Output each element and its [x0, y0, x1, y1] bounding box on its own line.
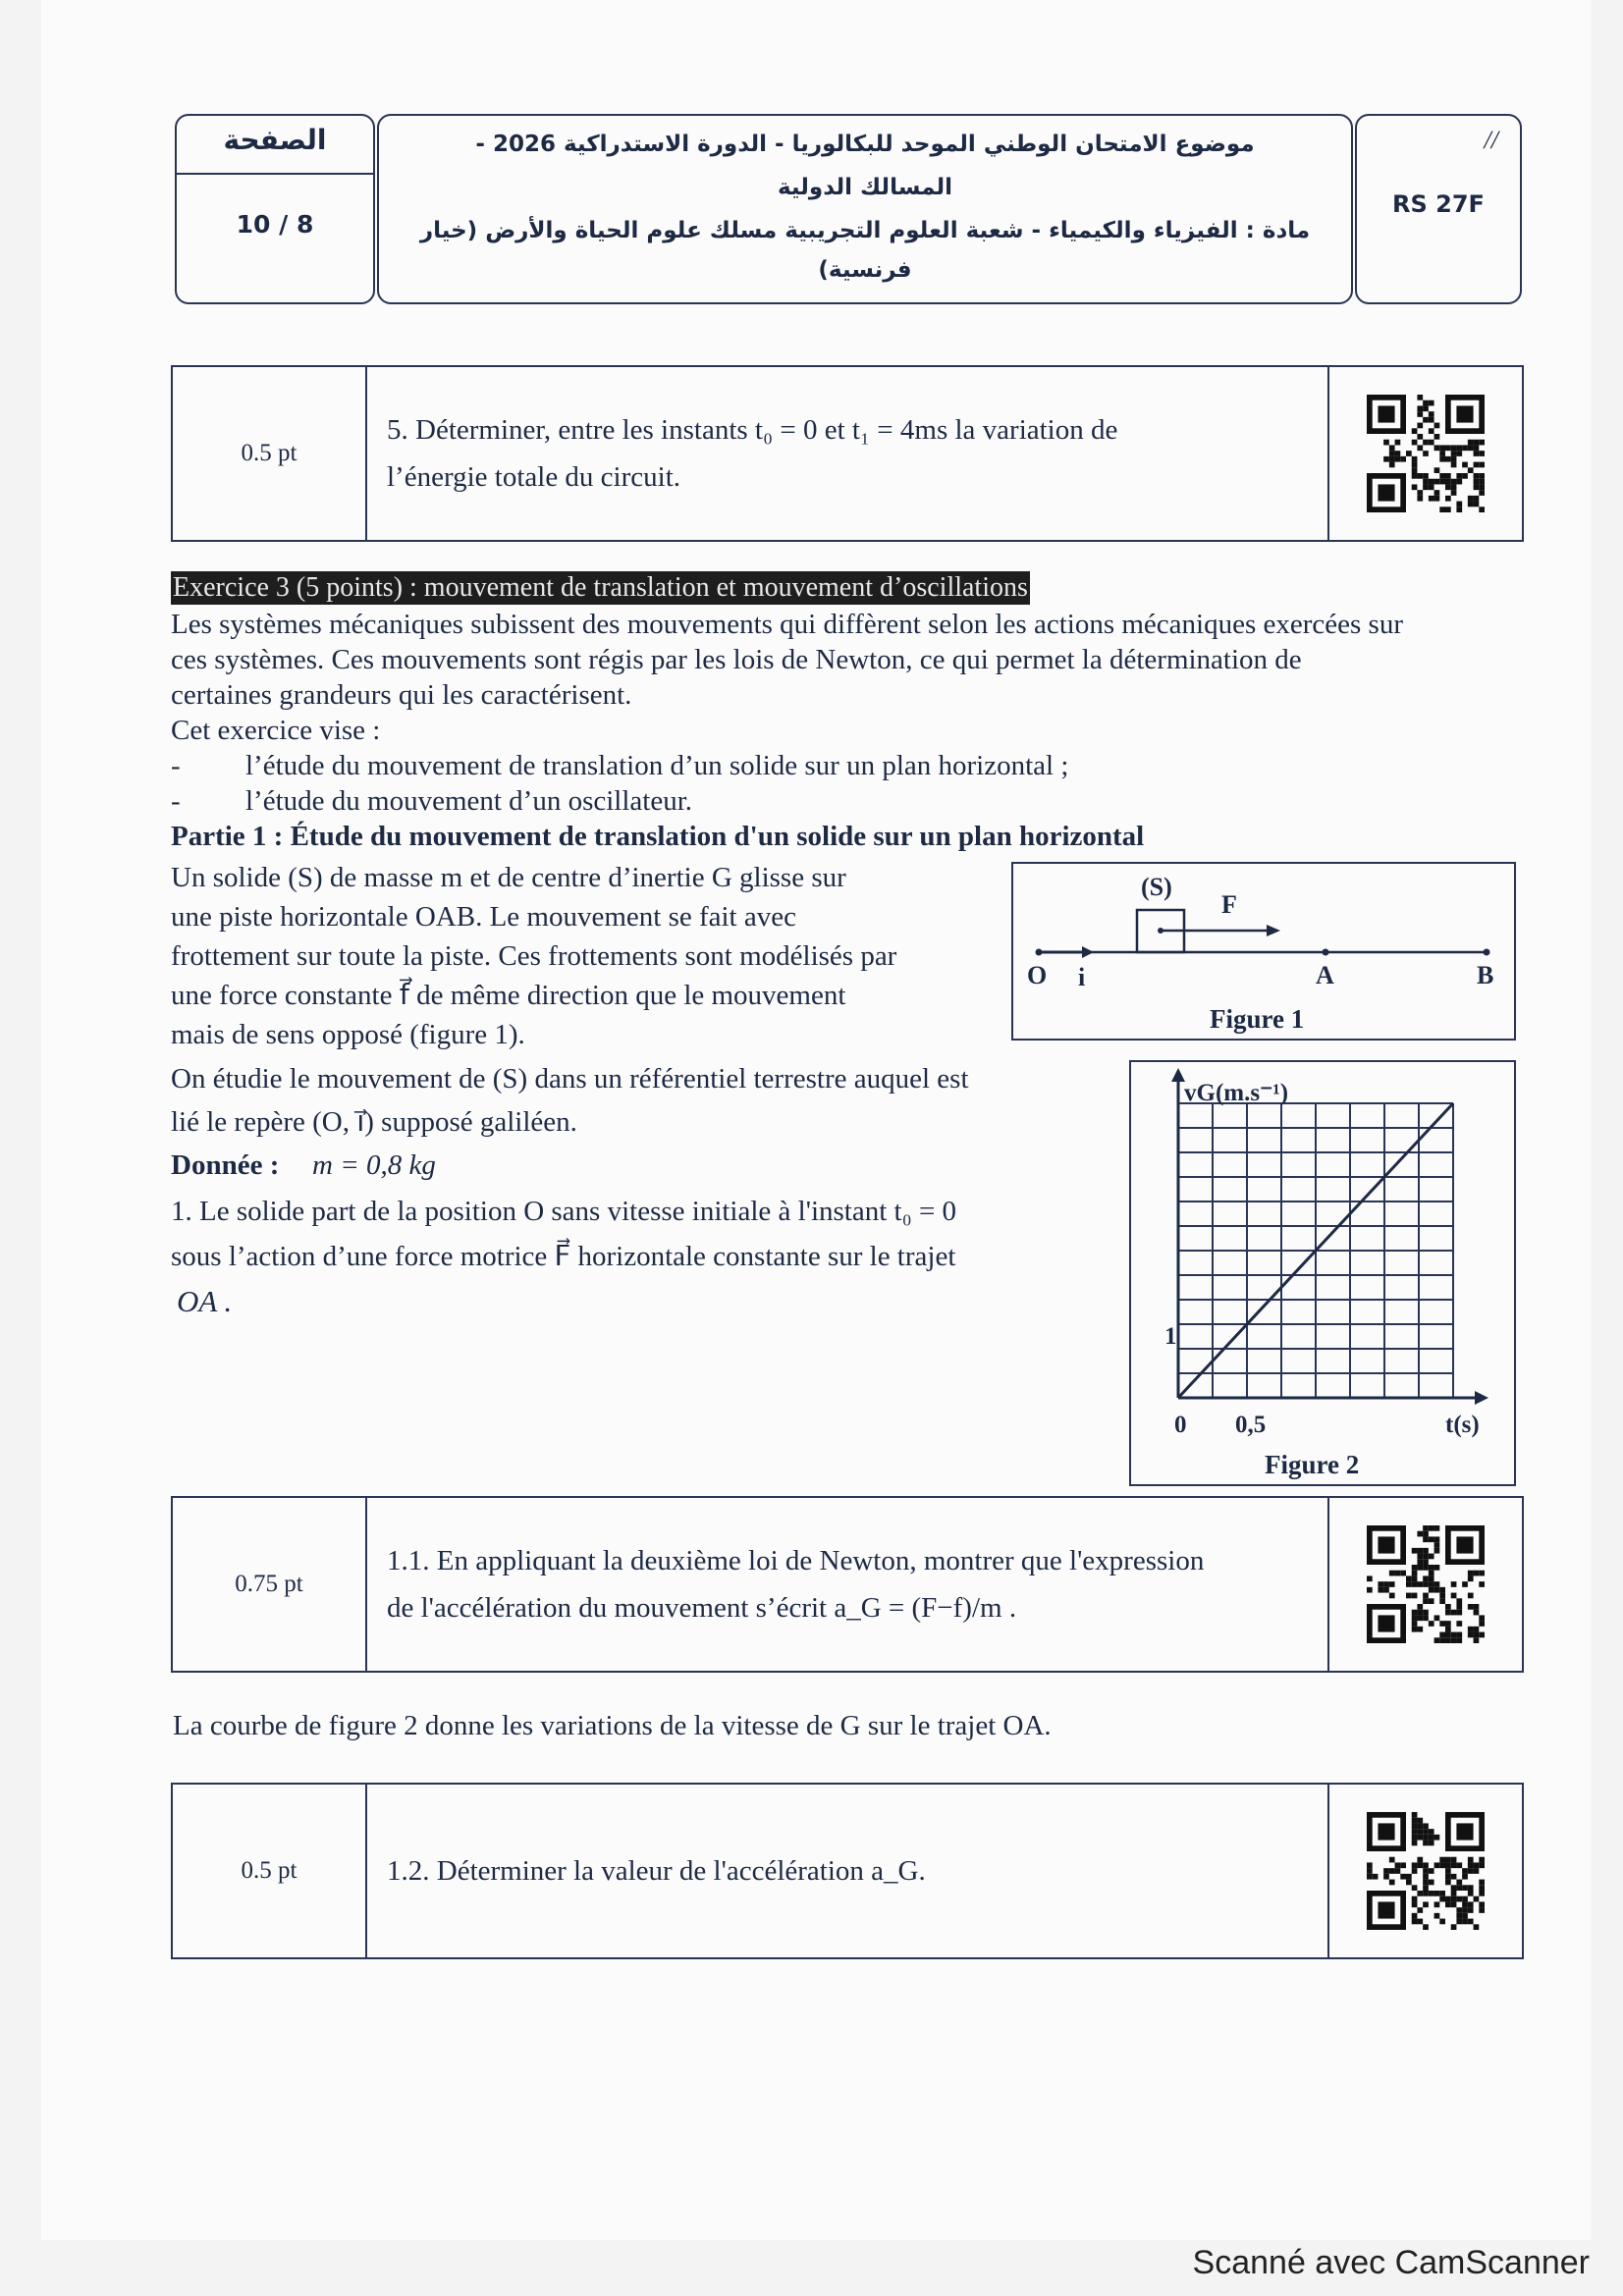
chart-ylabel: vG(m.s⁻¹) [1184, 1080, 1289, 1106]
para-line-2: une piste horizontale OAB. Le mouvement se fait avec [171, 901, 796, 933]
question-1-line-2: sous l’action d’une force motrice F⃗ horizontale constante sur le trajet [171, 1241, 956, 1272]
question-1-1-line-2: de l'accélération du mouvement s’écrit a_G = (F−f)/m . [387, 1592, 1017, 1624]
qr-cell [1327, 1785, 1522, 1957]
intro-line-2: ces systèmes. Ces mouvements sont régis par les lois de Newton, ce qui permet la détermination de [171, 644, 1302, 675]
solid-label: (S) [1141, 873, 1172, 901]
bullet-mark-1: - [171, 750, 181, 781]
footer-watermark: Scanné avec CamScanner [1192, 2244, 1590, 2281]
para-line-4: une force constante f⃗ de même direction que le mouvement [171, 980, 846, 1011]
force-label: F⃗ [1221, 890, 1258, 919]
para-line-1: Un solide (S) de masse m et de centre d’inertie G glisse sur [171, 862, 846, 893]
figure-2-sentence: La courbe de figure 2 donne les variations de la vitesse de G sur le trajet OA. [173, 1710, 1052, 1741]
page-number-box [175, 114, 375, 304]
title-line-3: مادة : الفيزياء والكيمياء - شعبة العلوم التجريبية مسلك علوم الحياة والأرض (خيار [419, 218, 1311, 243]
x-axis-arrow-icon [1475, 1391, 1488, 1405]
para-line-5: mais de sens opposé (figure 1). [171, 1019, 525, 1050]
point-b-label: B [1477, 961, 1494, 989]
para-line-7: lié le repère (O, i⃗) supposé galiléen. [171, 1106, 577, 1138]
donnee-value: m = 0,8 kg [312, 1149, 436, 1181]
chart-xtick-05: 0,5 [1235, 1412, 1267, 1438]
aim-line: Cet exercice vise : [171, 715, 381, 746]
title-line-4: فرنسية) [818, 257, 912, 283]
exam-title-box [377, 114, 1353, 304]
donnee-label: Donnée : [171, 1149, 280, 1181]
figure-2 [1129, 1060, 1516, 1486]
para-line-6: On étudie le mouvement de (S) dans un référentiel terrestre auquel est [171, 1063, 969, 1095]
question-1-2-line-1: 1.2. Déterminer la valeur de l'accélération a_G. [387, 1855, 926, 1887]
unit-vector-label: i⃗ [1078, 963, 1106, 991]
chart-ytick-1: 1 [1164, 1323, 1177, 1350]
qr-code-icon [1367, 395, 1485, 512]
points-cell: 0.75 pt [173, 1498, 367, 1671]
question-5-line-2: l’énergie totale du circuit. [387, 461, 681, 493]
points-cell: 0.5 pt [173, 367, 367, 540]
bullet-item-1: l’étude du mouvement de translation d’un solide sur un plan horizontal ; [245, 750, 1069, 781]
bullet-item-2: l’étude du mouvement d’un oscillateur. [245, 785, 693, 817]
question-cell [387, 1498, 1308, 1671]
question-5-row [171, 365, 1524, 542]
exam-code: RS 27F [1392, 190, 1485, 218]
points-cell: 0.5 pt [173, 1785, 367, 1957]
exam-code-box [1355, 114, 1522, 304]
question-1-line-3: OA . [177, 1284, 233, 1318]
question-1-1-line-1: 1.1. En appliquant la deuxième loi de Newton, montrer que l'expression [387, 1545, 1205, 1576]
point-a-label: A [1316, 961, 1334, 989]
question-5-line-1: 5. Déterminer, entre les instants t₀ = 0 et t₁ = 4ms la variation de [387, 414, 1118, 446]
question-cell [387, 1785, 1308, 1957]
question-1-1-row [171, 1496, 1524, 1673]
qr-code-icon [1367, 1525, 1485, 1643]
question-cell [387, 367, 1308, 540]
point-o-label: O [1027, 961, 1048, 989]
qr-cell [1327, 1498, 1522, 1671]
intro-line-1: Les systèmes mécaniques subissent des mouvements qui diffèrent selon les actions mécaniques exercées sur [171, 609, 1403, 640]
intro-line-3: certaines grandeurs qui les caractérisent. [171, 679, 632, 711]
question-1-2-row [171, 1783, 1524, 1959]
chart-xlabel: t(s) [1445, 1412, 1480, 1438]
figure-1-caption: Figure 1 [1210, 1004, 1305, 1034]
page-label: الصفحة [223, 124, 327, 156]
exercise-heading: Exercice 3 (5 points) : mouvement de translation et mouvement d’oscillations [173, 572, 1028, 603]
figure-1 [1011, 862, 1516, 1041]
part-1-title: Partie 1 : Étude du mouvement de translation d'un solide sur un plan horizontal [171, 821, 1145, 852]
corner-mark: // [1484, 126, 1498, 154]
chart-origin: 0 [1174, 1412, 1187, 1438]
qr-cell [1327, 367, 1522, 540]
y-axis-arrow-icon [1171, 1068, 1185, 1082]
page-number: 10 / 8 [236, 210, 314, 239]
bullet-mark-2: - [171, 785, 181, 817]
para-line-3: frottement sur toute la piste. Ces frottements sont modélisés par [171, 940, 897, 972]
question-1-line-1: 1. Le solide part de la position O sans vitesse initiale à l'instant t₀ = 0 [171, 1196, 957, 1227]
figure-2-caption: Figure 2 [1265, 1450, 1360, 1479]
title-line-1: موضوع الامتحان الوطني الموحد للبكالوريا - الدورة الاستدراكية 2026 - [475, 132, 1255, 157]
qr-code-icon [1367, 1812, 1485, 1930]
title-line-2: المسالك الدولية [777, 175, 953, 200]
